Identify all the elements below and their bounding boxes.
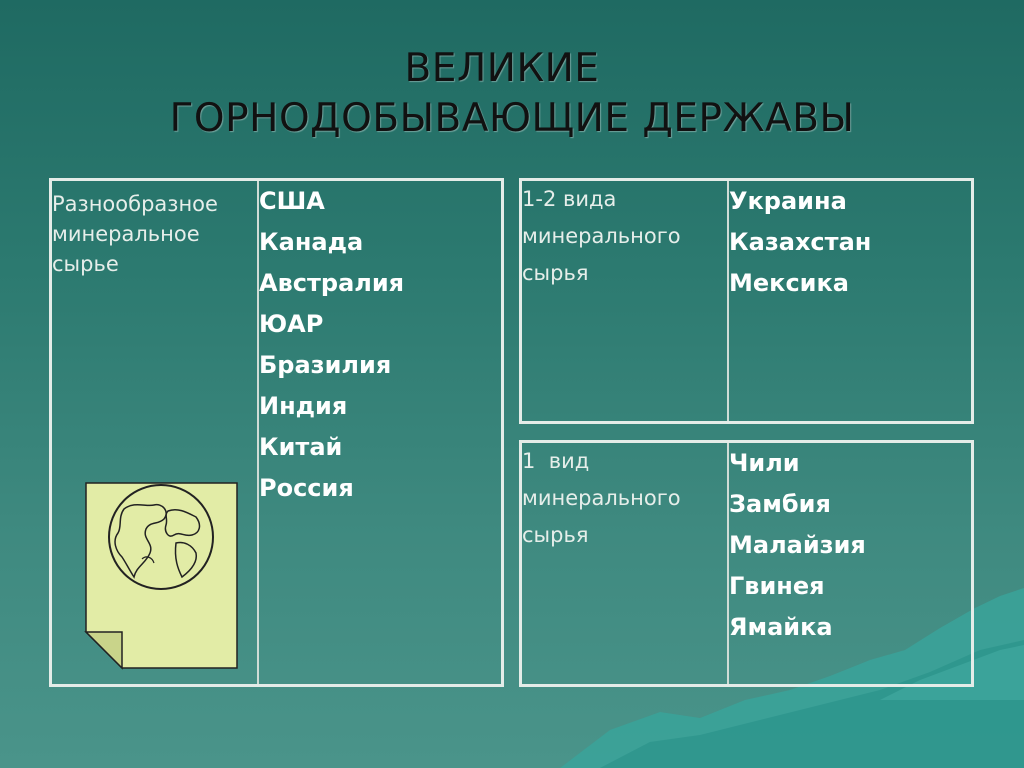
country-name: Австралия [259,269,405,297]
slide-title [0,44,1024,144]
country-name: Канада [259,228,364,256]
globe-document-icon [84,481,240,671]
group-label: Разнообразное минеральное сырье [52,192,218,276]
country-name: ЮАР [259,310,324,338]
title-line-1: ВЕЛИКИЕ [404,46,600,91]
single-resource-table [519,440,974,687]
country-name: Гвинея [729,572,825,600]
country-name: Казахстан [729,228,872,256]
group-label: 1-2 вида минерального сырья [522,187,681,285]
country-name: Украина [729,187,847,215]
country-name: Индия [259,392,348,420]
group-label-cell [521,442,729,686]
title-line-2: ГОРНОДОБЫВАЮЩИЕ ДЕРЖАВЫ [169,96,855,141]
country-list-cell [258,180,503,686]
country-name: Малайзия [729,531,866,559]
country-list-cell [728,442,973,686]
one-two-resources-table [519,178,974,424]
country-name: Китай [259,433,343,461]
country-list-cell [728,180,973,423]
country-name: Бразилия [259,351,392,379]
country-name: Ямайка [729,613,833,641]
country-name: Чили [729,449,800,477]
country-name: Мексика [729,269,849,297]
country-name: Замбия [729,490,831,518]
group-label-cell [521,180,729,423]
group-label: 1 вид минерального сырья [522,449,688,547]
country-name: США [259,187,325,215]
country-name: Россия [259,474,354,502]
